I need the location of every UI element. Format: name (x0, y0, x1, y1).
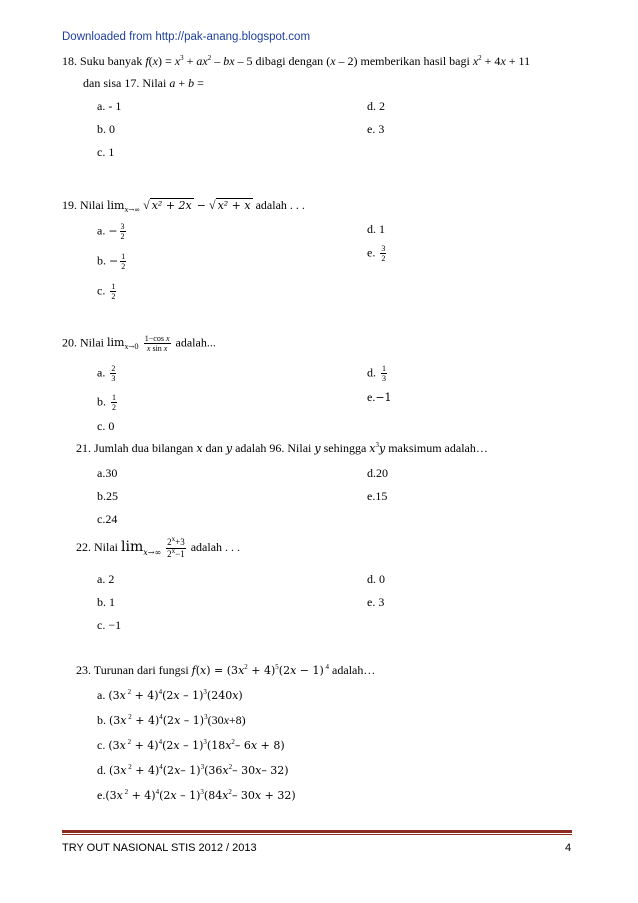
question-suffix: adalah . . . (190, 540, 241, 554)
option-a[interactable]: a. 2 (97, 572, 115, 586)
option-d[interactable]: d. 2 (367, 99, 385, 113)
option-d[interactable]: d. 0 (367, 572, 385, 586)
option-a[interactable]: a. (3x $^2$ + 4)$^4$(2x – 1)$^3$(240x) (97, 688, 243, 702)
question-text: 22. Nilai (76, 540, 118, 554)
footer-rule (62, 830, 572, 833)
question-suffix: adalah . . . (255, 198, 305, 212)
page-number: 4 (565, 842, 572, 854)
option-a[interactable]: a. - 1 (97, 99, 122, 113)
option-b[interactable]: b. 0 (97, 122, 115, 136)
option-a[interactable]: a. $\frac{2}{3}$ (97, 364, 116, 383)
question-prefix: 20. Nilai (62, 335, 104, 350)
option-b[interactable]: b. (3x $^2$ + 4)$^4$(2x – 1)$^3$(30x+8) (97, 713, 246, 727)
option-a[interactable]: a.30 (97, 466, 118, 480)
option-c[interactable]: c. 0 (97, 419, 115, 433)
question-text: dan sisa 17. Nilai (83, 76, 167, 90)
question-text: 21. Jumlah dua bilangan (76, 441, 194, 455)
option-b[interactable]: b. 1 (97, 595, 115, 609)
option-e[interactable]: e.(3x $^2 + 4)^4(2x - 1)^3(84x^2-$ 30x + 32) (97, 788, 296, 802)
option-b[interactable]: b. $\frac{1}{2}$ (97, 393, 116, 412)
source-header[interactable]: Downloaded from http://pak-anang.blogspot.com (62, 31, 311, 43)
option-e[interactable]: e. 3 (367, 122, 385, 136)
option-b[interactable]: b.25 (97, 489, 118, 503)
option-d[interactable]: d.20 (367, 466, 388, 480)
question-text: Suku banyak (80, 54, 143, 68)
question-suffix: adalah... (175, 335, 216, 350)
question-prefix: 19. Nilai (62, 198, 104, 212)
question-21: 21. Jumlah dua bilangan x dan y adalah 96. Nilai y sehingga $x^3y$ maksimum adalah… (76, 441, 488, 455)
option-b[interactable]: b. − $\frac{1}{2}$ (97, 252, 126, 271)
question-text: maksimum adalah… (388, 441, 488, 455)
option-e[interactable]: e.−1 (367, 390, 392, 404)
option-c[interactable]: c. (3x $^2 + 4)^4(2x - 1)^3(18x^2-$ 6x + 8) (97, 738, 285, 752)
question-text: memberikan hasil bagi (360, 54, 470, 68)
question-23: 23. Turunan dari fungsi $f(x) = (3x^2 + 4)^5(2x - 1)$ $^4$ adalah… (76, 663, 376, 677)
question-19: 19. Nilai $\lim_{x\to\infty}$ √ x² + 2x − √ x² + x adalah . . . (62, 198, 305, 215)
question-text: sehingga (323, 441, 367, 455)
question-text: dan (205, 441, 223, 455)
question-18: 18. Suku banyak $f(x) = x^3 + ax^2$ – bx – 5 dibagi dengan (x – 2) memberikan hasil bagi $x^2 + 4x + 11$ (62, 54, 531, 68)
footer-rule-thin (62, 834, 572, 835)
option-e[interactable]: e. 3 (367, 595, 385, 609)
question-text: dibagi dengan (255, 54, 324, 68)
option-e[interactable]: e. $\frac{3}{2}$ (367, 244, 386, 263)
question-18-line2: dan sisa 17. Nilai a + b = (83, 76, 204, 90)
footer-title: TRY OUT NASIONAL STIS 2012 / 2013 (62, 842, 257, 854)
option-d[interactable]: d. 1 (367, 222, 385, 236)
question-suffix: adalah… (332, 663, 376, 677)
option-a[interactable]: a. − $\frac{3}{2}$ (97, 222, 125, 241)
option-c[interactable]: c. 1 (97, 145, 115, 159)
question-20: 20. Nilai $\lim_{x\to 0}$ $\frac{\text{1−cos x}}{\text{x sin x}}$ adalah... (62, 334, 216, 353)
question-22: 22. Nilai $\lim_{x\to\infty}$ $\frac{2^x+3}{2^x-1}$ adalah . . . (76, 534, 241, 559)
question-text: 23. Turunan dari fungsi (76, 663, 189, 677)
option-d[interactable]: d. $\frac{1}{3}$ (367, 364, 386, 383)
option-d[interactable]: d. (3x $^2$ + 4)$^4$(2x– $1)^3(36x^2-$ 30x– 32) (97, 763, 289, 777)
option-c[interactable]: c. $\frac{1}{2}$ (97, 282, 116, 301)
option-c[interactable]: c.24 (97, 512, 118, 526)
question-number: 18. (62, 54, 77, 68)
option-e[interactable]: e.15 (367, 489, 388, 503)
question-text: adalah 96. Nilai (235, 441, 312, 455)
option-c[interactable]: c. −1 (97, 618, 122, 632)
